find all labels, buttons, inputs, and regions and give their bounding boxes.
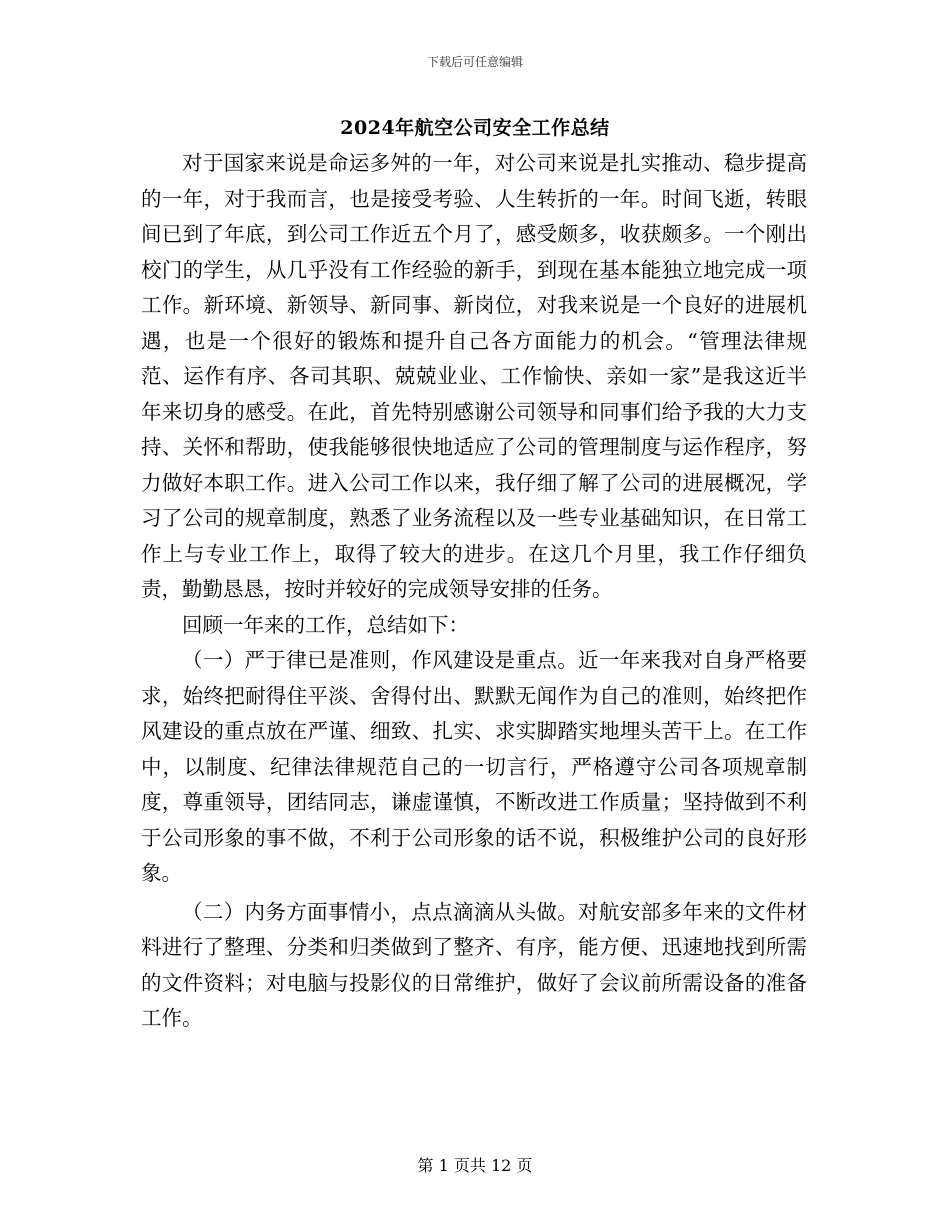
paragraph-intro: 对于国家来说是命运多舛的一年，对公司来说是扎实推动、稳步提高的一年，对于我而言，也是接受考验、人生转折的一年。时间飞逝，转眼间已到了年底，到公司工作近五个月了，感受颇多，收获颇多。一个刚出校门的学生，从几乎没有工作经验的新手，到现在基本能独立地完成一项工作。新环境、新领导、新同事、新岗位，对我来说是一个良好的进展机遇，也是一个很好的锻炼和提升自己各方面能力的机会。“管理法律规范、运作有序、各司其职、兢兢业业、工作愉快、亲如一家”是我这近半年来切身的感受。在此，首先特别感谢公司领导和同事们给予我的大力支持、关怀和帮助，使我能够很快地适应了公司的管理制度与运作程序，努力做好本职工作。进入公司工作以来，我仔细了解了公司的进展概况，学习了公司的规章制度，熟悉了业务流程以及一些专业基础知识，在日常工作上与专业工作上，取得了较大的进步。在这几个月里，我工作仔细负责，勤勤恳恳，按时并较好的完成领导安排的任务。 [141,151,807,601]
paragraph-section-1: （一）严于律已是准则，作风建设是重点。近一年来我对自身严格要求，始终把耐得住平淡、舍得付出、默默无闻作为自己的准则，始终把作风建设的重点放在严谨、细致、扎实、求实脚踏实地埋头苦干上。在工作中，以制度、纪律法律规范自己的一切言行，严格遵守公司各项规章制度，尊重领导，团结同志，谦虚谨慎，不断改进工作质量；坚持做到不利于公司形象的事不做，不利于公司形象的话不说，积极维护公司的良好形象。 [141,648,807,885]
paragraph-section-2: （二）内务方面事情小，点点滴滴从头做。对航安部多年来的文件材料进行了整理、分类和归类做到了整齐、有序，能方便、迅速地找到所需的文件资料；对电脑与投影仪的日常维护，做好了会议前所需设备的准备工作。 [141,899,807,1030]
document-body [141,146,807,1037]
page-number: 第 1 页共 12 页 [417,1156,533,1175]
document-title: 2024年航空公司安全工作总结 [340,117,610,139]
paragraph-review: 回顾一年来的工作，总结如下： [182,612,469,637]
header-note: 下载后可任意编辑 [426,55,523,69]
